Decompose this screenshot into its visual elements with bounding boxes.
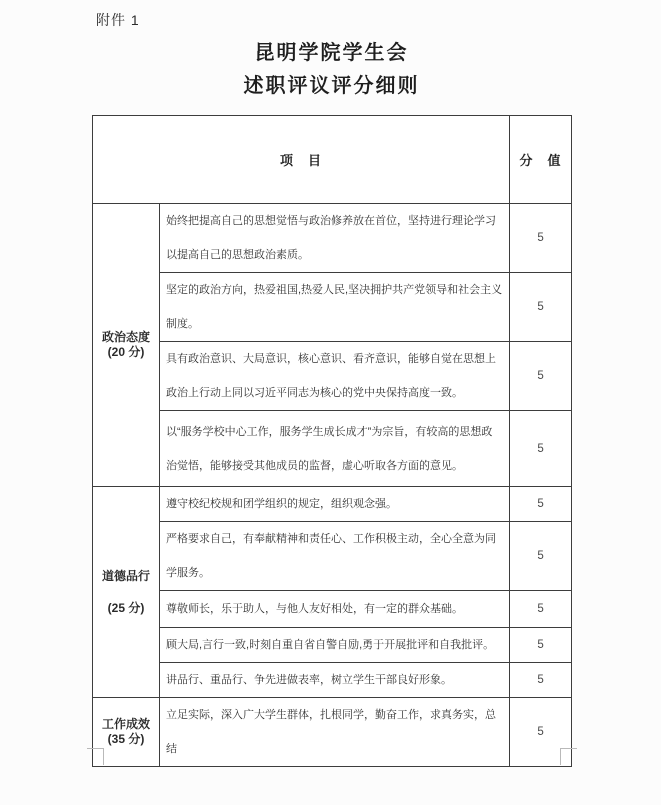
attachment-label: 附件 1: [96, 12, 140, 28]
category-points: (35 分): [107, 732, 145, 746]
table-row: [93, 698, 572, 767]
criterion-cell: 遵守校纪校规和团学组织的规定，组织观念强。: [160, 487, 510, 522]
table-row: [93, 591, 572, 628]
table-row: [93, 487, 572, 522]
criterion-cell: 具有政治意识、大局意识，核心意识、看齐意识，能够自觉在思想上政治上行动上同以习近平同志为核心的党中央保持高度一致。: [160, 342, 510, 411]
table-row: [93, 663, 572, 698]
page-margin-corner-mark-right: [560, 748, 577, 765]
category-points: (25 分): [107, 600, 145, 615]
table-row: [93, 273, 572, 342]
table-header-score: 分 值: [510, 116, 572, 204]
category-name: 工作成效: [101, 717, 150, 731]
score-cell: 5: [510, 522, 572, 591]
criterion-cell: 以“服务学校中心工作，服务学生成长成才”为宗旨，有较高的思想政治觉悟，能够接受其他成员的监督，虚心听取各方面的意见。: [160, 411, 510, 487]
table-row: [93, 342, 572, 411]
category-name: 道德品行: [101, 568, 150, 583]
criterion-cell: 尊敬师长，乐于助人，与他人友好相处，有一定的群众基础。: [160, 591, 510, 628]
criterion-cell: 始终把提高自己的思想觉悟与政治修养放在首位，坚持进行理论学习以提高自己的思想政治素质。: [160, 204, 510, 273]
score-cell: 5: [510, 342, 572, 411]
score-cell: 5: [510, 487, 572, 522]
category-cell-moral-conduct: [93, 487, 160, 698]
document-title: [92, 37, 571, 103]
table-row: [93, 522, 572, 591]
table-row: [93, 411, 572, 487]
score-cell: 5: [510, 663, 572, 698]
criterion-cell: 立足实际，深入广大学生群体，扎根同学，勤奋工作，求真务实，总结: [160, 698, 510, 767]
criterion-cell: 顾大局,言行一致,时刻自重自省自警自励,勇于开展批评和自我批评。: [160, 628, 510, 663]
score-cell: 5: [510, 273, 572, 342]
score-cell: 5: [510, 591, 572, 628]
table-header-row: [93, 116, 572, 204]
document-title-line1: 昆明学院学生会: [254, 42, 409, 64]
table-row: [93, 204, 572, 273]
score-cell: 5: [510, 698, 572, 767]
score-cell: 5: [510, 411, 572, 487]
score-cell: 5: [510, 628, 572, 663]
scoring-table: [92, 115, 572, 767]
page-margin-corner-mark-left: [87, 748, 104, 765]
category-points: (20 分): [107, 345, 145, 359]
document-title-line2: 述职评议评分细则: [243, 75, 420, 97]
criterion-cell: 严格要求自己，有奉献精神和责任心、工作积极主动，全心全意为同学服务。: [160, 522, 510, 591]
score-cell: 5: [510, 204, 572, 273]
criterion-cell: 坚定的政治方向，热爱祖国,热爱人民,坚决拥护共产党领导和社会主义制度。: [160, 273, 510, 342]
category-name: 政治态度: [101, 330, 150, 344]
table-row: [93, 628, 572, 663]
table-header-item: 项 目: [93, 116, 510, 204]
criterion-cell: 讲品行、重品行、争先进做表率，树立学生干部良好形象。: [160, 663, 510, 698]
category-cell-political-attitude: [93, 204, 160, 487]
